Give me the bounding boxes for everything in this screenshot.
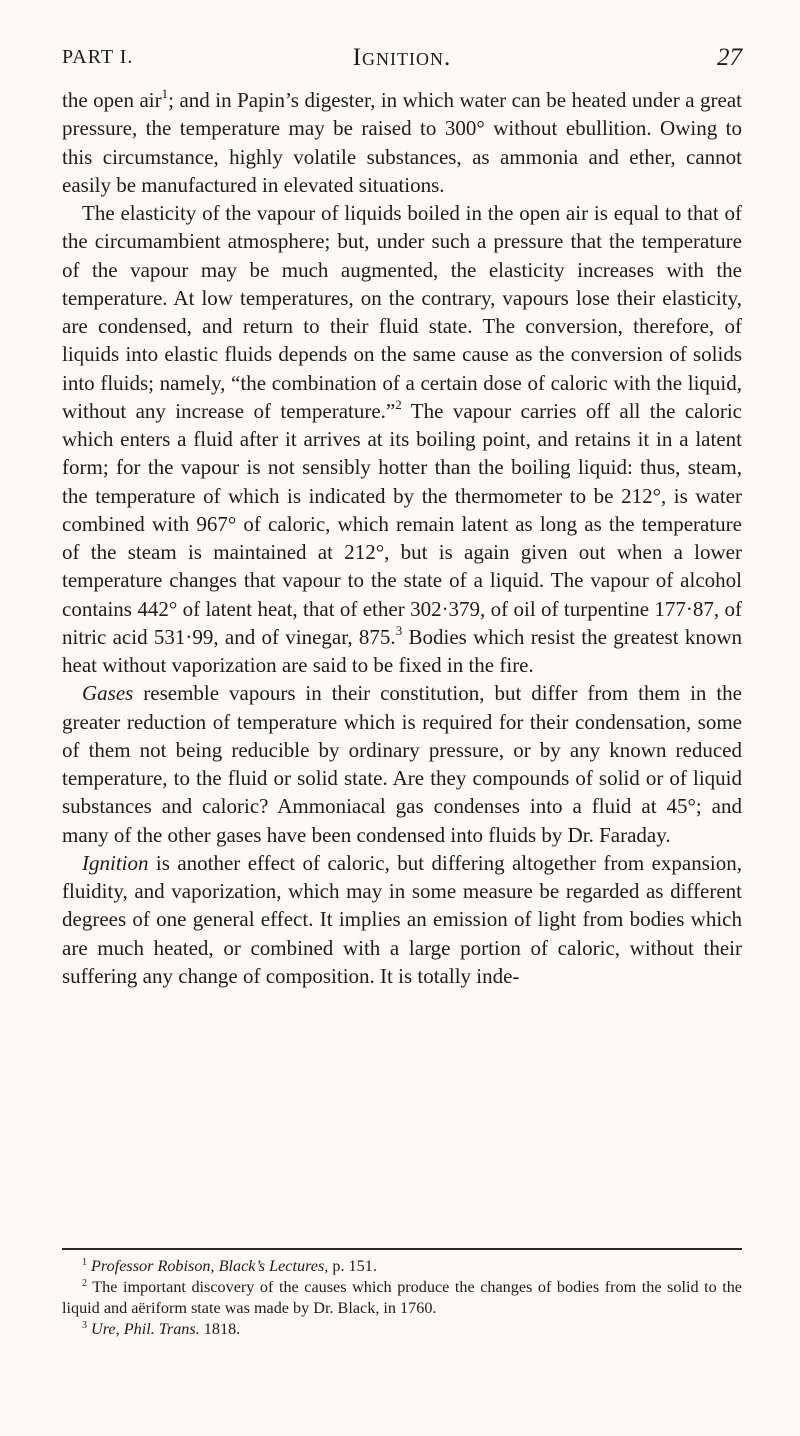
page-number: 27 (717, 44, 742, 71)
footnote-ref-3: 3 (395, 622, 403, 638)
paragraph-2: The elasticity of the vapour of liquids boiled in the open air is equal to that of the circumambient atmosphere; but, under such a pressure that the temperature of the vapour may be much augmented, the elasticity increases with the temperature. At low temperatures, on the contrary, vapours lose their elasticity, are condensed, and return to their fluid state. The conversion, therefore, of liquids into elastic fluids depends on the same cause as the conversion of solids into fluids; namely, “the combination of a certain dose of caloric with the liquid, without any increase of temperature.”$^2$ The vapour carries off all the caloric which enters a fluid after it arrives at its boiling point, and retains it in a latent form; for the vapour is not sensibly hotter than the boiling liquid: thus, steam, the temperature of which is indicated by the thermometer to be 212°, is water combined with 967° of caloric, which remain latent as long as the temperature of the steam is maintained at 212°, but is again given out when a lower temperature changes that vapour to the state of a liquid. The vapour of alcohol contains 442° of latent heat, that of ether 302·379, of oil of turpentine 177·87, of nitric acid 531·99, and of vinegar, 875.$^3$ Bodies which resist the greatest known heat without vaporization are said to be fixed in the fire. (62, 201, 742, 677)
footnote-ref-1: 1 (161, 86, 169, 101)
footnote-divider (62, 1248, 742, 1250)
paragraph-1: the open air$^1$; and in Papin’s digester, in which water can be heated under a great pressure, the temperature may be raised to 300° without ebullition. Owing to this circumstance, highly volatile substances, as ammonia and ether, cannot easily be manufactured in elevated situations. (62, 86, 742, 197)
part-label: PART I. (62, 46, 134, 68)
footnote-2: $^2$ The important discovery of the causes which produce the changes of bodies from the solid to the liquid and aëriform state was made by Dr. Black, in 1760. (62, 1278, 742, 1317)
paragraph-4: Ignition is another effect of caloric, but differing altogether from expansion, fluidity, and vaporization, which may in some measure be regarded as different degrees of one general effect. It implies an emission of light from bodies which are much heated, or combined with a large portion of caloric, without their suffering any change of composition. It is totally inde- (62, 850, 742, 988)
term-gases: Gases (82, 681, 134, 706)
term-ignition: Ignition (82, 850, 149, 875)
footnote-ref-2: 2 (395, 396, 402, 412)
paragraph-3: Gases resemble vapours in their constitution, but differ from them in the greater reduction of temperature which is required for their condensation, some of them not being reducible by ordinary pressure, or by any known reduced temperature, to the fluid or solid state. Are they compounds of solid or of liquid substances and caloric? Ammoniacal gas condenses into a fluid at 45°; and many of the other gases have been condensed into fluids by Dr. Faraday. (62, 681, 742, 847)
footnotes (62, 1256, 742, 1340)
footnote-1: $^1$ Professor Robison, Black’s Lectures, p. 151. (82, 1257, 377, 1275)
body-text (62, 86, 742, 990)
footnote-3: $^3$ Ure, Phil. Trans. 1818. (82, 1320, 241, 1338)
running-head (62, 44, 742, 80)
chapter-title: Ignition. (352, 44, 452, 71)
